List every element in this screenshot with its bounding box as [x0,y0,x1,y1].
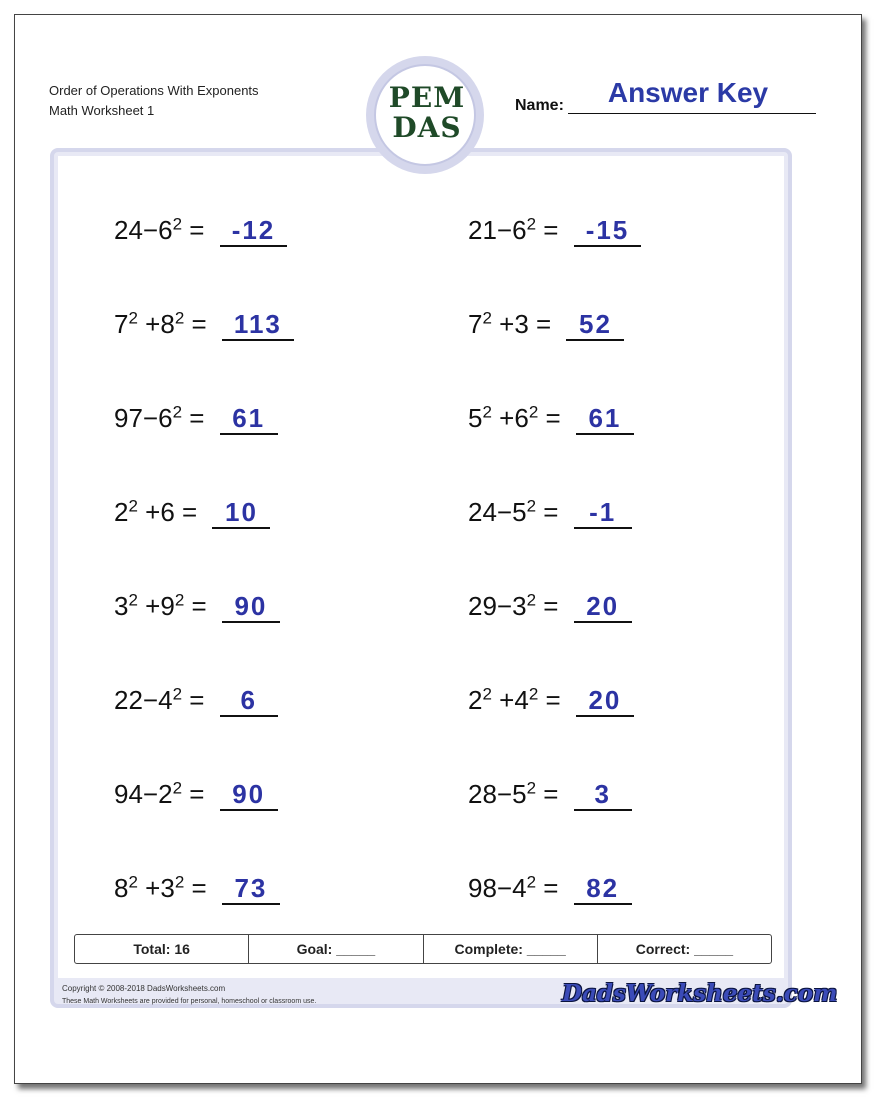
problem-expression: $2^2 +6$ = [114,496,205,527]
score-complete: Complete: _____ [424,935,598,963]
problem-expression: $24-5^2$ = [468,496,566,527]
problem-panel [58,156,784,978]
problem-item [468,776,632,812]
problem-item [114,400,278,436]
answer-field: 82 [574,873,632,905]
problem-expression: $8^2 +3^2$ = [114,872,214,903]
problem-item [468,306,624,342]
problem-item [114,212,287,248]
problem-expression: $97-6^2$ = [114,402,212,433]
answer-key-label: Answer Key [607,77,769,108]
copyright-text: Copyright © 2008-2018 DadsWorksheets.com [62,984,226,993]
problem-item [114,776,278,812]
problem-expression: $2^2 +4^2$ = [468,684,568,715]
problem-item [468,870,632,906]
problem-item [468,494,632,530]
answer-field: 90 [222,591,280,623]
answer-field: 52 [566,309,624,341]
brand-logo: DadsWorksheets.com [562,980,838,1007]
problem-item [468,400,634,436]
problem-item [468,588,632,624]
problem-item [114,494,270,530]
logo-line-2: DAS [392,111,462,144]
problem-expression: $22-4^2$ = [114,684,212,715]
score-goal: Goal: _____ [249,935,423,963]
problem-expression: $3^2 +9^2$ = [114,590,214,621]
problem-expression: $24-6^2$ = [114,214,212,245]
problem-item [114,306,294,342]
problem-expression: $21-6^2$ = [468,214,566,245]
problem-expression: $94-2^2$ = [114,778,212,809]
problem-expression: $7^2 +8^2$ = [114,308,214,339]
pemdas-logo-inner [374,64,476,166]
problem-item [468,682,634,718]
problem-item [114,682,278,718]
score-bar [74,934,772,964]
worksheet-subtitle: Math Worksheet 1 [49,103,155,118]
answer-field: 3 [574,779,632,811]
answer-field: 73 [222,873,280,905]
worksheet-title: Order of Operations With Exponents [49,83,259,98]
problem-expression: $98-4^2$ = [468,872,566,903]
answer-field: 61 [576,403,634,435]
problem-item [468,212,641,248]
score-correct: Correct: _____ [635,941,734,957]
problem-expression: $28-5^2$ = [468,778,566,809]
score-total: Total: 16 [75,935,249,963]
answer-field: -12 [220,215,288,247]
answer-field: 61 [220,403,278,435]
pemdas-logo [366,56,484,174]
answer-field: 6 [220,685,278,717]
name-line [568,113,816,114]
answer-field: 90 [220,779,278,811]
answer-field: -15 [574,215,642,247]
answer-field: 113 [222,309,294,341]
problem-expression: $7^2 +3$ = [468,308,559,339]
usage-notice: These Math Worksheets are provided for personal, homeschool or classroom use. [62,998,317,1005]
name-label: Name: [515,97,564,114]
answer-field: 20 [574,591,632,623]
logo-line-1: PEM [388,81,466,114]
problem-item [114,588,280,624]
problem-item [114,870,280,906]
answer-field: -1 [574,497,632,529]
problem-expression: $29-3^2$ = [468,590,566,621]
problem-expression: $5^2 +6^2$ = [468,402,568,433]
answer-field: 10 [212,497,270,529]
answer-field: 20 [576,685,634,717]
